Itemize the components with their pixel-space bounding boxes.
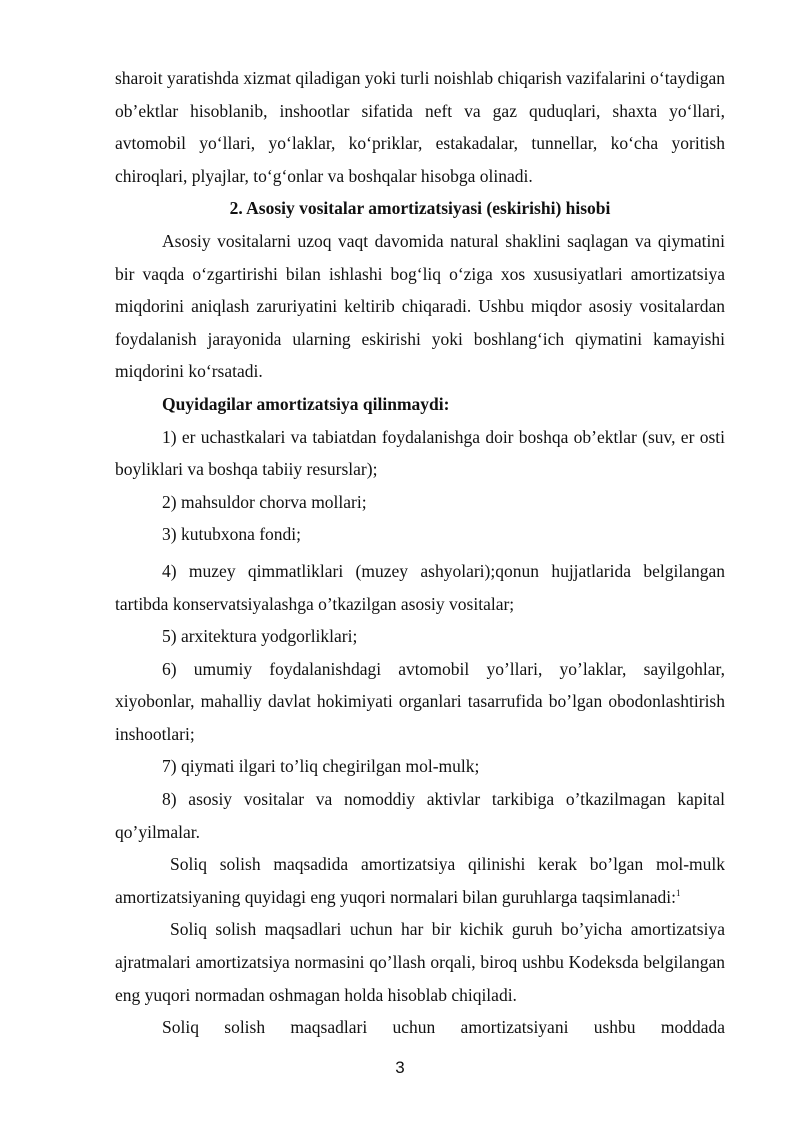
list-item-6: 6) umumiy foydalanishdagi avtomobil yo’llari, yo’laklar, sayilgohlar, xiyobonlar, mahalliy davlat hokimiyati organlari tasarrufida bo’lgan obodonlashtirish inshootlari; bbox=[115, 658, 725, 744]
paragraph-tax-calculation: Soliq solish maqsadlari uchun har bir kichik guruh bo’yicha amortizatsiya ajratmalari amortizatsiya normasini qo’llash orqali, biroq ushbu Kodeksda belgilangan eng yuqori normadan oshmagan holda hisoblab chiqiladi. bbox=[115, 919, 725, 1005]
paragraph-tax-groups-text: Soliq solish maqsadida amortizatsiya qilinishi kerak bo’lgan mol-mulk amortizatsiyaning quyidagi eng yuqori normalari bilan guruhlarga taqsimlanadi: bbox=[115, 854, 725, 907]
list-item-2: 2) mahsuldor chorva mollari; bbox=[162, 491, 367, 512]
document-page bbox=[115, 62, 725, 1044]
page-number: 3 bbox=[395, 1058, 405, 1077]
list-item-8: 8) asosiy vositalar va nomoddiy aktivlar tarkibiga o’tkazilmagan kapital qo’yilmalar. bbox=[115, 789, 725, 842]
list-heading: Quyidagilar amortizatsiya qilinmaydi: bbox=[162, 393, 450, 414]
list-item-4: 4) muzey qimmatliklari (muzey ashyolari);qonun hujjatlarida belgilangan tartibda konservatsiyalashga o’tkazilgan asosiy vositalar; bbox=[115, 560, 725, 614]
paragraph-tax-groups bbox=[115, 848, 725, 913]
paragraph-final: Soliq solish maqsadlari uchun amortizatsiyani ushbu moddada bbox=[162, 1017, 725, 1038]
footnote-mark: 1 bbox=[676, 888, 681, 899]
list-item-7: 7) qiymati ilgari to’liq chegirilgan mol-mulk; bbox=[162, 756, 480, 777]
list-item-1: 1) er uchastkalari va tabiatdan foydalanishga doir boshqa ob’ektlar (suv, er osti boyliklari va boshqa tabiiy resurslar); bbox=[115, 426, 725, 480]
section-heading: 2. Asosiy vositalar amortizatsiyasi (eskirishi) hisobi bbox=[229, 198, 611, 219]
list-item-5: 5) arxitektura yodgorliklari; bbox=[162, 626, 358, 647]
list-item-3: 3) kutubxona fondi; bbox=[162, 524, 302, 545]
paragraph-continuation: sharoit yaratishda xizmat qiladigan yoki turli noishlab chiqarish vazifalarini o‘taydigan ob’ektlar hisoblanib, inshootlar sifatida neft va gaz quduqlari, shaxta yo‘llari, avtomobil yo‘llari, yo‘laklar, ko‘priklar, estakadalar, tunnellar, ko‘cha yoritish chiroqlari, plyajlar, to‘g‘onlar va boshqalar hisobga olinadi. bbox=[115, 68, 725, 186]
paragraph-intro: Asosiy vositalarni uzoq vaqt davomida natural shaklini saqlagan va qiymatini bir vaqda o‘zgartirishi bilan ishlashi bog‘liq o‘ziga xos xususiyatlari amortizatsiya miqdorini aniqlash zaruriyatini keltirib chiqaradi. Ushbu miqdor asosiy vositalardan foydalanish jarayonida ularning eskirishi yoki boshlang‘ich qiymatini kamayishi miqdorini ko‘rsatadi. bbox=[115, 230, 725, 382]
